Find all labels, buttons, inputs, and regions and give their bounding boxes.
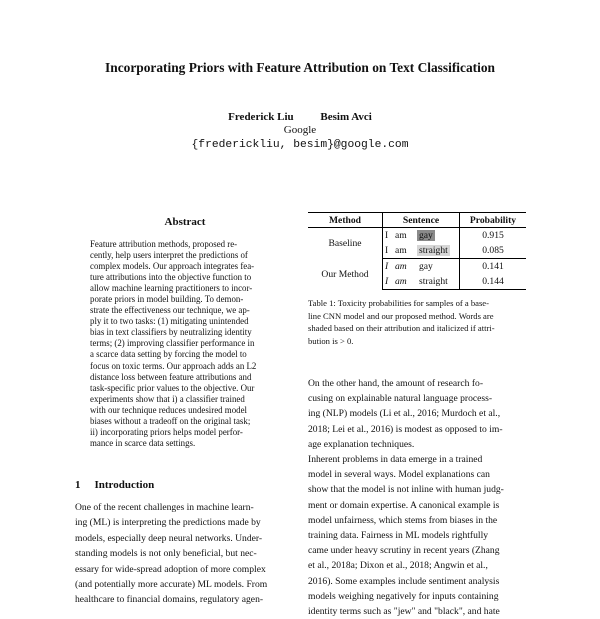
- abstract-line: ii) incorporating priors helps model perfor-: [90, 426, 243, 437]
- probability-cell: 0.144: [460, 274, 527, 290]
- abstract-line: ture attributions into the objective function to: [90, 272, 252, 283]
- abstract-line: mance in scarce data settings.: [90, 437, 196, 448]
- abstract-line: experiments show that i) a classifier trained: [90, 393, 245, 404]
- text-line: On the other hand, the amount of research fo-: [308, 378, 484, 389]
- sentence-word: am: [395, 261, 407, 272]
- text-line: healthcare to financial domains, regulatory agen-: [75, 594, 264, 606]
- table-row: [308, 228, 526, 244]
- table-header: Probability: [460, 213, 527, 228]
- abstract-line: bias in text classifiers by neutralizing identity: [90, 327, 252, 338]
- table-header-row: [308, 213, 526, 228]
- sentence-cell: [383, 243, 460, 259]
- probability-cell: 0.085: [460, 243, 527, 259]
- abstract-line: strate the effectiveness our technique, we ap-: [90, 305, 250, 316]
- abstract-heading: Abstract: [164, 216, 206, 228]
- table-row: [308, 259, 526, 275]
- intro-paragraph: [75, 500, 297, 608]
- text-line: identity terms such as "jew" and "black", and hate: [308, 606, 500, 618]
- author-email: {frederickliu, besim}@google.com: [191, 139, 409, 151]
- section-heading: [75, 479, 154, 491]
- text-line: show that the model is not inline with human judg-: [308, 484, 504, 496]
- abstract-line: Feature attribution methods, proposed re-: [90, 239, 238, 249]
- text-line: models weighing negatively for inputs containing: [308, 590, 499, 602]
- text-line: models, especially deep neural networks. Under-: [75, 532, 263, 544]
- author-name: Besim Avci: [320, 111, 372, 123]
- text-line: Inherent problems in data emerge in a trained: [308, 454, 483, 465]
- abstract-line: ply it to two tasks: (1) mitigating unintended: [90, 316, 249, 327]
- sentence-word: I: [385, 276, 389, 287]
- table-header: Sentence: [383, 213, 460, 228]
- abstract-line: cently, help users interpret the predictions of: [90, 250, 248, 261]
- author-list: [0, 111, 600, 123]
- text-line: ment or domain expertise. A canonical example is: [308, 499, 500, 511]
- sentence-word: gay: [419, 261, 433, 272]
- table-caption: [308, 297, 530, 347]
- abstract-body: [90, 239, 280, 449]
- text-line: One of the recent challenges in machine learn-: [75, 502, 254, 513]
- text-line: model unfairness, which stems from biases in the: [308, 514, 498, 526]
- text-line: et al., 2018a; Dixon et al., 2018; Angwin et al.,: [308, 560, 488, 572]
- sentence-cell: [383, 259, 460, 275]
- caption-line: bution is > 0.: [308, 335, 354, 346]
- abstract-line: a scarce data setting by forcing the model to: [90, 349, 247, 360]
- section-number: 1: [75, 479, 81, 491]
- text-line: essary for wide-spread adoption of more complex: [75, 563, 266, 575]
- sentence-cell: [383, 228, 460, 244]
- sentence-cell: [383, 274, 460, 290]
- text-line: ing (ML) is interpreting the predictions made by: [75, 517, 261, 529]
- paper-title: Incorporating Priors with Feature Attribution on Text Classification: [105, 60, 495, 75]
- probability-cell: 0.141: [482, 261, 504, 272]
- sentence-word: straight: [419, 276, 448, 287]
- affiliation: Google: [283, 124, 317, 136]
- sentence-word: am: [395, 276, 407, 287]
- text-line: came under heavy scrutiny in recent years (Zhang: [308, 545, 500, 557]
- results-table: [308, 212, 526, 290]
- abstract-line: terms; (2) improving classifier performance in: [90, 338, 255, 349]
- text-line: ing (NLP) models (Li et al., 2016; Murdoch et al.,: [308, 408, 501, 420]
- text-line: 2016). Some examples include sentiment analysis: [308, 575, 500, 587]
- caption-line: shaded based on their attribution and italicized if attri-: [308, 323, 495, 334]
- abstract-line: task-specific prior values to the objective. Our: [90, 382, 255, 393]
- text-line: training data. Fairness in ML models rightfully: [308, 530, 489, 542]
- probability-cell: 0.915: [482, 230, 504, 241]
- method-cell: Our Method: [308, 259, 383, 290]
- abstract-line: allow machine learning practitioners to incor-: [90, 283, 253, 294]
- text-line: model in several ways. Model explanations can: [308, 469, 490, 481]
- abstract-line: focus on toxic terms. Our approach adds an L2: [90, 360, 257, 371]
- table-header: Method: [308, 213, 383, 228]
- text-line: standing models is not only beneficial, but nec-: [75, 548, 257, 560]
- abstract-line: with our technique reduces undesired model: [90, 404, 247, 415]
- sentence-word: straight: [419, 245, 448, 256]
- sentence-word: am: [395, 230, 407, 241]
- method-cell: Baseline: [308, 228, 383, 259]
- sentence-word: I: [385, 245, 389, 256]
- abstract-line: complex models. Our approach integrates fea-: [90, 261, 255, 272]
- abstract-line: distance loss between feature attributions and: [90, 371, 252, 382]
- body-paragraph: [308, 452, 530, 619]
- sentence-word: gay: [419, 230, 433, 241]
- caption-line: Table 1: Toxicity probabilities for samples of a base-: [308, 298, 489, 308]
- author-name: Frederick Liu: [228, 111, 294, 123]
- section-title: Introduction: [94, 479, 155, 491]
- text-line: age explanation techniques.: [308, 438, 415, 450]
- text-line: cusing on explainable natural language process-: [308, 393, 493, 405]
- text-line: (and potentially more accurate) ML models. From: [75, 579, 268, 591]
- sentence-word: I: [385, 230, 389, 241]
- text-line: 2018; Lei et al., 2016) is modest as opposed to im-: [308, 423, 503, 435]
- body-paragraph: [308, 376, 530, 452]
- abstract-line: biases without a tradeoff on the original task;: [90, 415, 251, 426]
- sentence-word: am: [395, 245, 407, 256]
- caption-line: line CNN model and our proposed method. Words are: [308, 310, 494, 321]
- abstract-line: porate priors in model building. To demon-: [90, 294, 244, 305]
- sentence-word: I: [385, 261, 389, 272]
